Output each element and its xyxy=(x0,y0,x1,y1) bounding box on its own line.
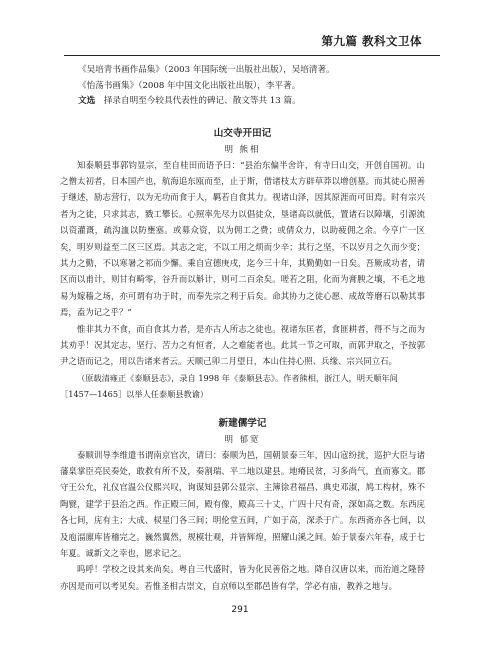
article-source-note: （原载清雍正《泰顺县志》，录自 1998 年《泰顺县志》。作者熊相，浙江人，明天顺年间［1457—1465］以举人任泰顺县教谕） xyxy=(60,372,398,400)
article-author: 明 熊相 xyxy=(224,143,261,154)
header-rule xyxy=(64,55,440,56)
page-body xyxy=(60,63,425,594)
page-number: 291 xyxy=(231,605,249,615)
reference-list xyxy=(60,63,425,110)
selection-note xyxy=(60,94,425,110)
article-paragraph: 呜呼！学校之设其来尚矣。粤自三代盛时，皆为化民善俗之地。降自汉唐以来，而治道之隆替亦因是而可以考见矣。若惟圣相古崇文，自京师以至郡邑皆有学，学必有庙，教养之地与。 xyxy=(60,564,425,591)
article-shanjiaosi xyxy=(60,125,425,403)
article-title: 新建儒学记 xyxy=(218,417,267,429)
article-paragraph: 知泰顺县事郭钧显宗，至自桂田而语予曰：“县治东偏半舍许，有寺曰山交，开创自国初。山之僧太初者，日本国产也，航海追东瓯而至，止于斯，借诸枝太方辟草莽以增创墓。而其徒心照善于继述，励志营行，以为无功而食于人，羁若自食其力。视诸山泽，因其原涯而可田焉。时有宗兴者为之徒，只求其志，戮工攀长。心照率先尽力以倡徒众，垦诸高以就低，置诸石以障壤，引源流以资灌溉，疏沟洫以防壅塞。或募众资，以为佣工之费；或倩众力，以助疲佣之余。今亨广一区矣，明岁则益至二区三区焉。其志之定，不以工用之烦而少辛；其行之坚，不以岁月之久而少变；其力之勤，不以寒暑之祁而少懈。乘自宣德庚戌，迄今三十年，其勤勤如一日矣。吾厥成功者，请区而以甫计，则甘有畸零，谷升而以斛计，则可二百余矣。嗟若之阻，化而为膏腴之壤，不毛之地易为嫁穑之场，亦可谓有功于时，而奉先宗之利于后矣。命其协力之徒心愿、成故等磨石以勒其事焉，盍为记之乎？” xyxy=(60,159,425,318)
selection-text: 择录自明至今较具代表性的碑记、散文等共 13 篇。 xyxy=(103,96,301,106)
selection-label: 文选 xyxy=(78,96,96,106)
article-paragraph: 惟非其力不食，而自食其力者，是亦古人所志之徒也。视诸东匡者，食匪耕者，得不与之而为其劝乎！况其定志、坚行、苦力之有恒者，人之难能者也。此其一节之可取，而郭尹取之，予按郭尹之语而记之，用以告诸来者云。天顺己卯二月望日，本山住持心照、兵缘、宗兴同立石。 xyxy=(60,323,425,367)
article-title: 山交寺开田记 xyxy=(213,127,272,139)
reference-item: 《吴培青书画作品集》（2003 年国际统一出版社出版），吴培清著。 xyxy=(78,65,335,75)
chapter-title: 第九篇 教科文卫体 xyxy=(321,34,422,48)
article-xinjian-ruxue xyxy=(60,415,425,595)
article-author: 明 郁宽 xyxy=(224,433,261,444)
reference-item: 《怡荡书画集》（2008 年中国文化出版社出版），李平著。 xyxy=(78,80,301,91)
article-paragraph: 泰顺训导李维遣书谓南京官次，请曰：泰顺为邑，国朝景泰三年，因山寇纷扰，巡护大臣与诸藩臬掌臣亮民奏处，敢救有所不及，奏割瑞、平二地以建县。地瘠民贫，习多尚气，直而寡文。郡守王公允，礼仪官温公仪熙兴叹，询谋知县郭公显宗、主簿徐君福昌、典史邓淑，鸠工构材，殊不陶甓，建学于县治之西。作正殿三间，殿有像，殿高三十丈，广四十尺有奇，深如高之数。东西庑各七间，庑有主；大成、棂星门各三间；明伦堂五间，广如于高，深杀于广。东西斋亦各七间，以及庖湢廪库皆稽完之。巍然翼然，规模壮观，并皆辉煌，照耀山溪之间。始于景泰六年春，成于七年夏。诚新文之幸也，愿求记之。 xyxy=(60,449,425,559)
running-header xyxy=(0,28,480,50)
